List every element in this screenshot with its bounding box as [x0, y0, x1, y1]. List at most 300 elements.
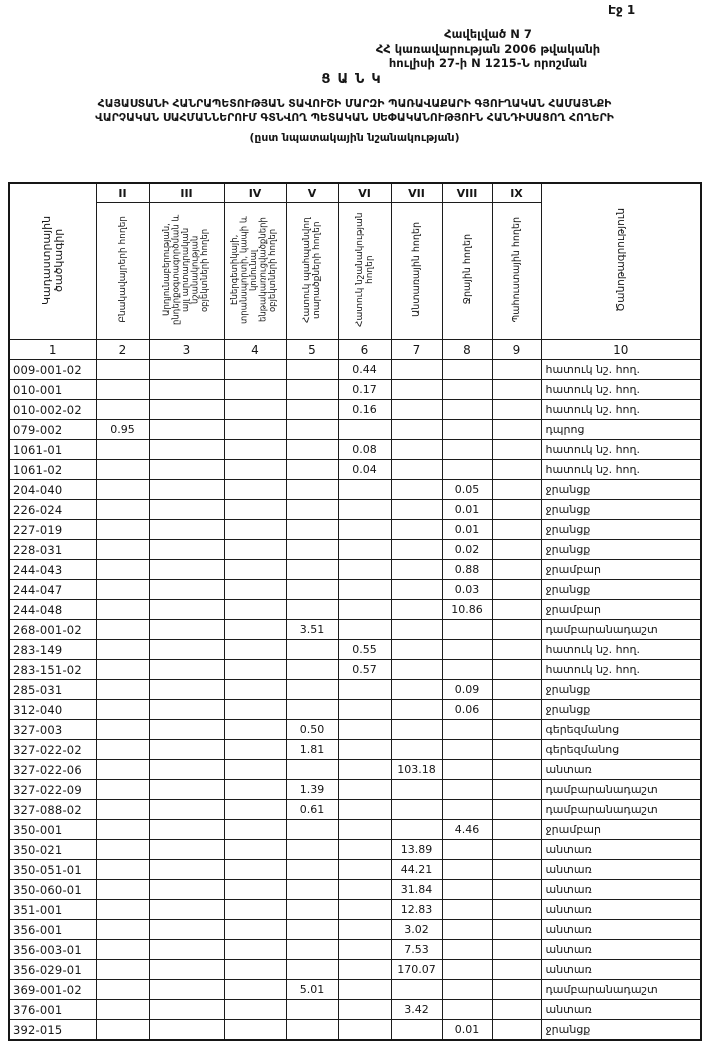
land-area-cell — [338, 580, 391, 600]
land-area-cell: 13.89 — [391, 840, 442, 860]
land-area-cell — [224, 960, 286, 980]
column-numeral-iv: IV — [224, 183, 286, 203]
table-row — [9, 820, 701, 840]
table-row — [9, 980, 701, 1000]
note-cell: դամբարանադաշտ — [541, 980, 701, 1000]
cadastral-code-cell: 244-043 — [9, 560, 96, 580]
land-area-cell — [492, 860, 541, 880]
land-area-cell — [286, 660, 338, 680]
land-area-cell — [391, 500, 442, 520]
column-numeral-v: V — [286, 183, 338, 203]
note-cell: հատուկ նշ. հող. — [541, 440, 701, 460]
note-cell: հատուկ նշ. հող. — [541, 460, 701, 480]
table-row — [9, 500, 701, 520]
land-area-cell — [492, 600, 541, 620]
land-area-cell — [149, 560, 224, 580]
note-cell: ջրանցք — [541, 1020, 701, 1041]
land-area-cell — [149, 600, 224, 620]
land-area-cell — [391, 780, 442, 800]
land-area-cell — [492, 720, 541, 740]
cadastral-code-cell: 356-029-01 — [9, 960, 96, 980]
land-area-cell — [286, 760, 338, 780]
note-cell: անտառ — [541, 880, 701, 900]
column-numeral-iii: III — [149, 183, 224, 203]
land-area-cell — [492, 480, 541, 500]
land-area-cell — [149, 380, 224, 400]
note-cell: հատուկ նշ. հող. — [541, 660, 701, 680]
land-area-cell — [224, 380, 286, 400]
land-area-cell — [96, 820, 149, 840]
land-area-cell — [492, 380, 541, 400]
land-area-cell — [492, 420, 541, 440]
land-area-cell: 0.08 — [338, 440, 391, 460]
note-cell: ջրանցք — [541, 520, 701, 540]
cadastral-code-cell: 009-001-02 — [9, 360, 96, 380]
land-area-cell — [338, 940, 391, 960]
land-area-cell: 0.44 — [338, 360, 391, 380]
cadastral-code-cell: 350-001 — [9, 820, 96, 840]
table-row — [9, 380, 701, 400]
land-area-cell — [492, 940, 541, 960]
land-area-cell — [96, 780, 149, 800]
cadastral-code-cell: 283-151-02 — [9, 660, 96, 680]
land-area-cell — [391, 380, 442, 400]
land-area-cell — [286, 820, 338, 840]
land-area-cell — [338, 800, 391, 820]
land-area-cell: 0.03 — [442, 580, 492, 600]
table-row — [9, 720, 701, 740]
table-row — [9, 780, 701, 800]
column-number: 7 — [391, 340, 442, 360]
land-area-cell — [149, 540, 224, 560]
land-area-cell — [492, 980, 541, 1000]
land-area-cell — [286, 360, 338, 380]
land-area-cell — [492, 880, 541, 900]
note-cell: դամբարանադաշտ — [541, 780, 701, 800]
land-area-cell — [338, 960, 391, 980]
land-area-cell — [492, 460, 541, 480]
land-area-cell — [391, 480, 442, 500]
subtitle-line-1: ՀԱՅԱՍՏԱՆԻ ՀԱՆՐԱՊԵՏՈՒԹՅԱՆ ՏԱՎՈՒՇԻ ՄԱՐԶԻ ՊԱՌԱՎԱՔԱՐԻ ԳՅՈՒՂԱԿԱՆ ՀԱՄԱՅՆՔԻ — [97, 97, 612, 110]
land-area-cell — [224, 460, 286, 480]
land-area-cell — [149, 400, 224, 420]
land-area-cell — [391, 540, 442, 560]
land-area-cell — [492, 400, 541, 420]
appendix-reference — [270, 27, 706, 71]
column-header-reserve-lands: Պահուստային հողեր — [492, 203, 541, 340]
land-area-cell: 0.01 — [442, 1020, 492, 1041]
land-area-cell — [96, 660, 149, 680]
land-area-cell — [149, 860, 224, 880]
land-area-cell — [442, 640, 492, 660]
land-area-cell — [96, 920, 149, 940]
note-cell: անտառ — [541, 860, 701, 880]
land-area-cell — [492, 820, 541, 840]
appendix-line-1: Հավելված N 7 — [444, 27, 532, 41]
land-area-cell — [442, 720, 492, 740]
land-area-cell — [338, 540, 391, 560]
land-area-cell — [286, 880, 338, 900]
column-header-industrial-lands: Արդյունաբերության, ընդերքօգտագործման և այլ արտադրական նշանակության օբյեկտների հողեր — [149, 203, 224, 340]
land-area-cell — [338, 620, 391, 640]
land-area-cell — [149, 1000, 224, 1020]
table-body — [9, 360, 701, 1041]
land-area-cell — [286, 440, 338, 460]
cadastral-code-cell: 327-022-02 — [9, 740, 96, 760]
land-area-cell — [492, 900, 541, 920]
land-area-cell — [492, 740, 541, 760]
land-area-cell: 0.16 — [338, 400, 391, 420]
land-area-cell — [224, 860, 286, 880]
land-area-cell — [149, 500, 224, 520]
note-cell: դամբարանադաշտ — [541, 800, 701, 820]
note-cell: ջրանցք — [541, 700, 701, 720]
table-row — [9, 600, 701, 620]
table-row — [9, 620, 701, 640]
land-area-cell — [391, 1020, 442, 1041]
column-header-infrastructure-lands: Էներգետիկայի, տրանսպորտի, կապի և կոմունալ ենթակառուցվածքների օբյեկտների հողեր — [224, 203, 286, 340]
land-area-cell — [149, 480, 224, 500]
column-number: 2 — [96, 340, 149, 360]
land-area-cell — [492, 500, 541, 520]
note-cell: ջրանցք — [541, 580, 701, 600]
note-cell: հատուկ նշ. հող. — [541, 360, 701, 380]
land-area-cell — [149, 980, 224, 1000]
land-area-cell — [338, 480, 391, 500]
land-area-cell — [391, 620, 442, 640]
land-area-cell — [224, 700, 286, 720]
cadastral-code-cell: 1061-02 — [9, 460, 96, 480]
land-area-cell — [224, 500, 286, 520]
note-cell: գերեզմանոց — [541, 740, 701, 760]
land-area-cell — [391, 560, 442, 580]
note-cell: հատուկ նշ. հող. — [541, 380, 701, 400]
land-area-cell — [286, 520, 338, 540]
cadastral-code-cell: 244-047 — [9, 580, 96, 600]
land-area-cell: 0.01 — [442, 500, 492, 520]
column-number: 8 — [442, 340, 492, 360]
cadastral-code-cell: 010-001 — [9, 380, 96, 400]
land-area-cell — [224, 720, 286, 740]
land-area-cell — [149, 900, 224, 920]
land-area-cell — [96, 1020, 149, 1041]
land-area-cell: 0.01 — [442, 520, 492, 540]
land-area-cell — [224, 1020, 286, 1041]
table-row — [9, 920, 701, 940]
land-area-cell — [492, 440, 541, 460]
land-area-cell — [224, 520, 286, 540]
land-area-cell: 0.55 — [338, 640, 391, 660]
land-area-cell — [149, 920, 224, 940]
land-area-cell — [286, 680, 338, 700]
table-row — [9, 660, 701, 680]
land-area-cell — [224, 440, 286, 460]
column-number: 6 — [338, 340, 391, 360]
land-area-cell — [224, 680, 286, 700]
land-area-cell — [338, 420, 391, 440]
land-area-cell — [96, 380, 149, 400]
note-cell: անտառ — [541, 900, 701, 920]
table-row — [9, 860, 701, 880]
table-row — [9, 900, 701, 920]
land-area-cell — [391, 360, 442, 380]
land-area-cell — [338, 860, 391, 880]
land-area-cell — [224, 980, 286, 1000]
note-cell: անտառ — [541, 1000, 701, 1020]
column-numeral-vi: VI — [338, 183, 391, 203]
land-area-cell: 170.07 — [391, 960, 442, 980]
land-area-cell — [224, 1000, 286, 1020]
land-area-cell — [149, 700, 224, 720]
land-area-cell — [338, 1000, 391, 1020]
land-area-cell — [391, 720, 442, 740]
land-area-cell — [96, 740, 149, 760]
land-area-cell — [224, 740, 286, 760]
cadastral-code-cell: 356-001 — [9, 920, 96, 940]
note-cell: հատուկ նշ. հող. — [541, 640, 701, 660]
land-area-cell — [442, 800, 492, 820]
land-area-cell — [442, 920, 492, 940]
land-area-cell — [224, 620, 286, 640]
land-area-cell — [286, 600, 338, 620]
land-area-cell — [492, 1020, 541, 1041]
cadastral-code-cell: 327-022-09 — [9, 780, 96, 800]
land-area-cell — [96, 940, 149, 960]
land-area-cell: 7.53 — [391, 940, 442, 960]
column-header-cadastral-code — [9, 183, 96, 340]
land-area-cell — [492, 360, 541, 380]
table-row — [9, 540, 701, 560]
land-area-cell — [286, 840, 338, 860]
land-area-cell: 0.17 — [338, 380, 391, 400]
land-area-cell — [286, 960, 338, 980]
land-area-cell — [96, 520, 149, 540]
land-area-cell — [442, 420, 492, 440]
land-area-cell — [149, 820, 224, 840]
land-area-cell — [224, 540, 286, 560]
note-cell: անտառ — [541, 840, 701, 860]
column-header-forest-lands: Անտառային հողեր — [391, 203, 442, 340]
land-area-cell — [96, 480, 149, 500]
land-area-cell — [492, 660, 541, 680]
land-area-cell — [442, 620, 492, 640]
column-header-water-lands: Ջրային հողեր — [442, 203, 492, 340]
land-area-cell — [391, 740, 442, 760]
land-area-cell — [391, 640, 442, 660]
note-cell: ջրամբար — [541, 560, 701, 580]
land-area-cell — [492, 1000, 541, 1020]
table-row — [9, 940, 701, 960]
land-area-cell — [96, 620, 149, 640]
land-area-cell — [224, 420, 286, 440]
land-area-cell — [442, 960, 492, 980]
land-area-cell — [96, 720, 149, 740]
land-area-cell — [96, 680, 149, 700]
land-area-cell — [286, 900, 338, 920]
table-row — [9, 1020, 701, 1041]
cadastral-code-cell: 327-003 — [9, 720, 96, 740]
land-area-cell — [96, 760, 149, 780]
land-area-cell — [286, 1020, 338, 1041]
cadastral-code-cell: 376-001 — [9, 1000, 96, 1020]
land-area-cell — [224, 480, 286, 500]
column-header-settlement-lands: Բնակավայրերի հողեր — [96, 203, 149, 340]
land-area-cell: 0.50 — [286, 720, 338, 740]
land-parcels-table — [8, 182, 702, 1041]
land-area-cell — [391, 600, 442, 620]
column-number: 10 — [541, 340, 701, 360]
land-area-cell — [338, 500, 391, 520]
note-cell: ջրանցք — [541, 480, 701, 500]
table-row — [9, 580, 701, 600]
land-area-cell — [149, 840, 224, 860]
land-area-cell — [338, 980, 391, 1000]
land-area-cell — [442, 660, 492, 680]
land-area-cell — [442, 380, 492, 400]
note-cell: ջրանցք — [541, 500, 701, 520]
table-row — [9, 840, 701, 860]
land-area-cell — [224, 360, 286, 380]
land-area-cell — [286, 700, 338, 720]
land-area-cell — [442, 880, 492, 900]
land-area-cell — [224, 600, 286, 620]
land-area-cell — [96, 800, 149, 820]
note-cell: անտառ — [541, 920, 701, 940]
document-title: ՑԱՆԿ — [321, 72, 388, 87]
note-cell: դպրոց — [541, 420, 701, 440]
land-area-cell — [149, 760, 224, 780]
land-area-cell — [96, 360, 149, 380]
land-area-cell — [224, 880, 286, 900]
column-numeral-ii: II — [96, 183, 149, 203]
land-area-cell: 0.05 — [442, 480, 492, 500]
land-area-cell: 103.18 — [391, 760, 442, 780]
subtitle-line-2: ՎԱՐՉԱԿԱՆ ՍԱՀՄԱՆՆԵՐՈՒՄ ԳՏՆՎՈՂ ՊԵՏԱԿԱՆ ՍԵՓԱԿԱՆՈՒԹՅՈՒՆ ՀԱՆԴԻՍԱՑՈՂ ՀՈՂԵՐԻ — [95, 111, 614, 124]
table-row — [9, 440, 701, 460]
land-area-cell — [338, 780, 391, 800]
land-area-cell — [224, 780, 286, 800]
cadastral-code-cell: 350-060-01 — [9, 880, 96, 900]
table-row — [9, 520, 701, 540]
table-row — [9, 400, 701, 420]
land-area-cell — [338, 1020, 391, 1041]
land-area-cell — [96, 560, 149, 580]
land-area-cell — [149, 460, 224, 480]
cadastral-code-cell: 227-019 — [9, 520, 96, 540]
land-area-cell — [149, 520, 224, 540]
land-area-cell — [338, 840, 391, 860]
land-area-cell — [338, 760, 391, 780]
column-number: 5 — [286, 340, 338, 360]
land-area-cell — [149, 880, 224, 900]
land-area-cell — [492, 560, 541, 580]
land-area-cell — [149, 680, 224, 700]
land-area-cell — [391, 520, 442, 540]
cadastral-code-cell: 285-031 — [9, 680, 96, 700]
land-area-cell: 0.61 — [286, 800, 338, 820]
land-area-cell — [492, 580, 541, 600]
land-area-cell: 0.57 — [338, 660, 391, 680]
land-area-cell — [149, 940, 224, 960]
cadastral-code-header-text: Կադաստրային ծածկագիր — [39, 215, 65, 305]
cadastral-code-cell: 1061-01 — [9, 440, 96, 460]
table-row — [9, 1000, 701, 1020]
note-cell: ջրանցք — [541, 680, 701, 700]
land-area-cell — [442, 360, 492, 380]
land-area-cell — [286, 640, 338, 660]
column-numeral-ix: IX — [492, 183, 541, 203]
land-area-cell — [224, 900, 286, 920]
land-area-cell — [224, 800, 286, 820]
land-area-cell — [442, 460, 492, 480]
note-cell: ջրամբար — [541, 600, 701, 620]
land-area-cell — [224, 400, 286, 420]
land-area-cell: 0.02 — [442, 540, 492, 560]
land-area-cell: 10.86 — [442, 600, 492, 620]
land-area-cell — [96, 960, 149, 980]
land-area-cell — [442, 780, 492, 800]
land-area-cell — [224, 580, 286, 600]
land-area-cell: 0.95 — [96, 420, 149, 440]
land-area-cell — [149, 660, 224, 680]
note-header-text: Ծանոթագրություն — [614, 208, 627, 312]
cadastral-code-cell: 356-003-01 — [9, 940, 96, 960]
cadastral-code-cell: 351-001 — [9, 900, 96, 920]
note-cell: ջրամբար — [541, 820, 701, 840]
land-area-cell — [391, 820, 442, 840]
cadastral-code-cell: 283-149 — [9, 640, 96, 660]
land-area-cell — [442, 760, 492, 780]
table-row — [9, 560, 701, 580]
column-header-special-purpose-lands: Հատուկ նշանակության հողեր — [338, 203, 391, 340]
land-area-cell — [96, 600, 149, 620]
land-area-cell: 3.51 — [286, 620, 338, 640]
land-area-cell — [391, 420, 442, 440]
document-subtitle-note: (ըստ նպատակային նշանակության) — [249, 131, 460, 144]
column-number: 9 — [492, 340, 541, 360]
table-row — [9, 460, 701, 480]
cadastral-code-cell: 226-024 — [9, 500, 96, 520]
land-area-cell — [96, 880, 149, 900]
cadastral-code-cell: 228-031 — [9, 540, 96, 560]
land-area-cell — [96, 460, 149, 480]
land-area-cell — [149, 720, 224, 740]
land-area-cell — [442, 980, 492, 1000]
land-area-cell — [286, 560, 338, 580]
land-area-cell — [224, 640, 286, 660]
land-area-cell — [442, 860, 492, 880]
note-cell: անտառ — [541, 940, 701, 960]
cadastral-code-cell: 369-001-02 — [9, 980, 96, 1000]
land-area-cell — [391, 680, 442, 700]
note-cell: անտառ — [541, 960, 701, 980]
note-cell: հատուկ նշ. հող. — [541, 400, 701, 420]
note-cell: անտառ — [541, 760, 701, 780]
land-area-cell — [286, 380, 338, 400]
land-area-cell — [96, 440, 149, 460]
column-numeral-row — [9, 183, 701, 203]
land-area-cell — [338, 720, 391, 740]
land-area-cell — [96, 500, 149, 520]
land-area-cell — [96, 900, 149, 920]
column-number: 4 — [224, 340, 286, 360]
land-area-cell: 12.83 — [391, 900, 442, 920]
land-area-cell — [96, 580, 149, 600]
column-number: 1 — [9, 340, 96, 360]
cadastral-code-cell: 327-022-06 — [9, 760, 96, 780]
column-number-row — [9, 340, 701, 360]
land-area-cell — [492, 840, 541, 860]
